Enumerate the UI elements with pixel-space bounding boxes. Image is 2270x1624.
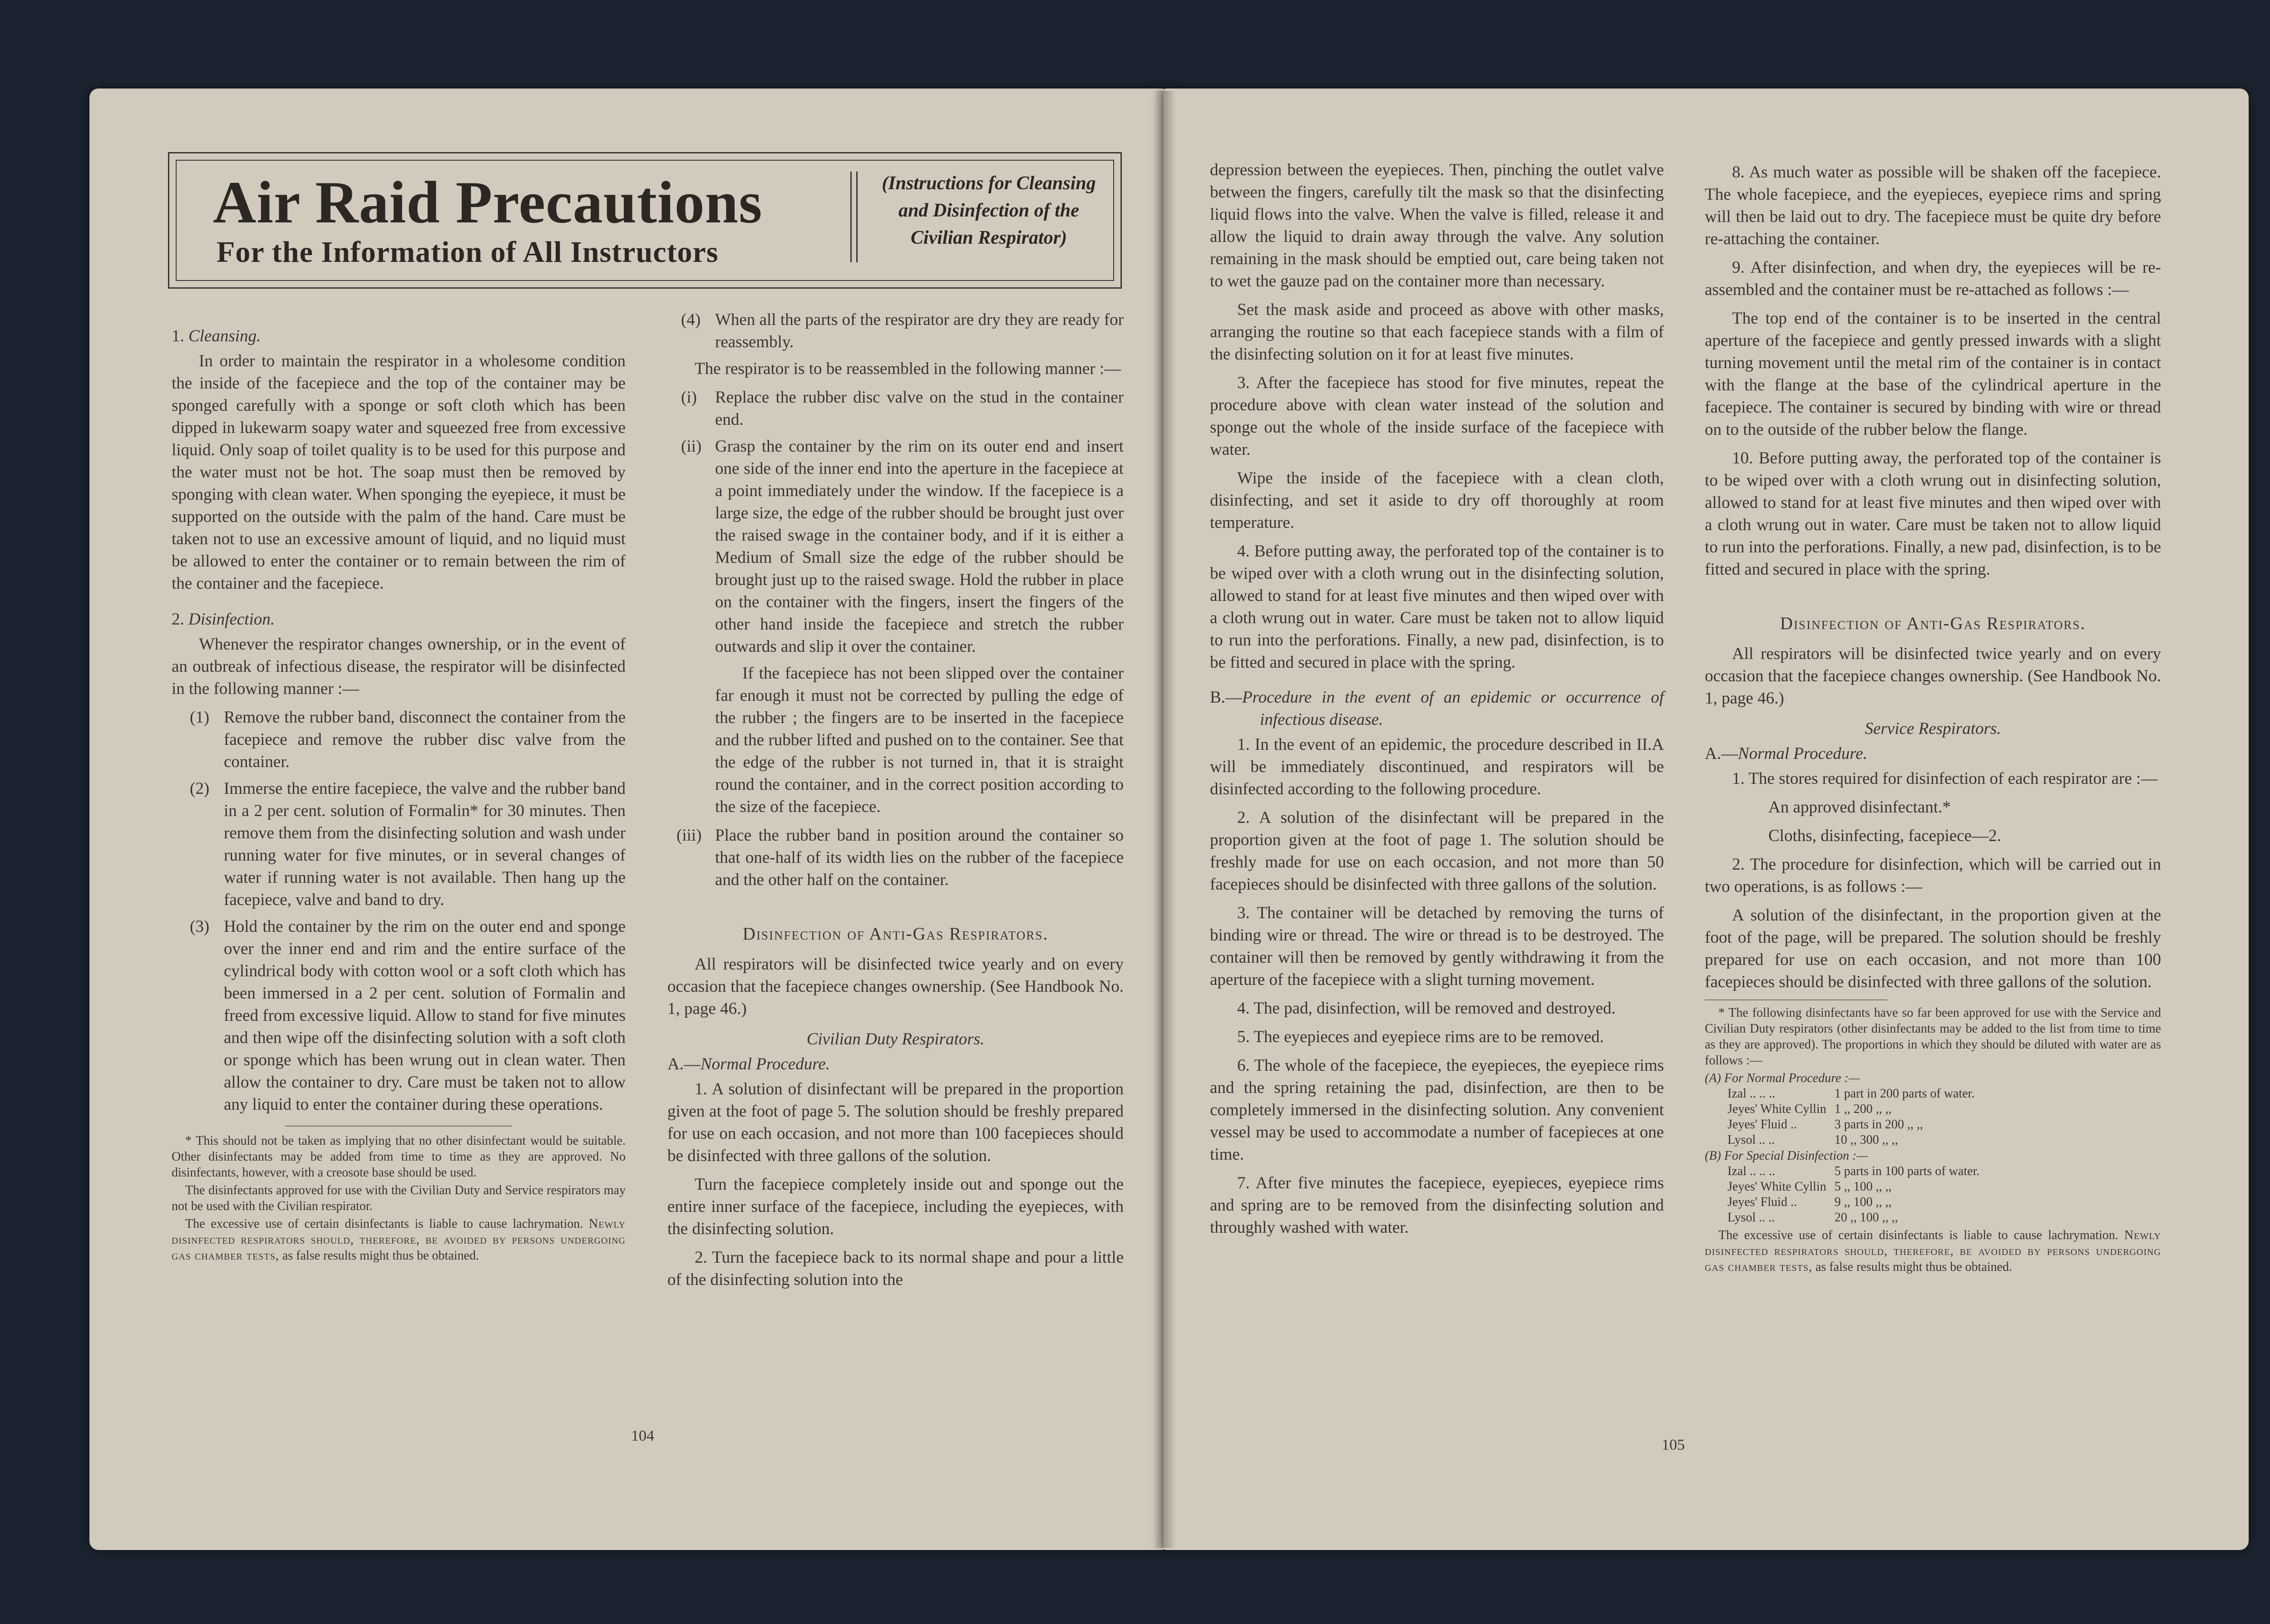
paragraph: In order to maintain the respirator in a wholesome condition the inside of the facepiece and the top of the container may be sponged carefully with a sponge or soft cloth which has been dipped in lukewarm soapy water and squeezed free from excessive liquid. Only soap of toilet quality is to be used for this purpose and the water must not be hot. The soap must then be removed by sponging with clean water. When sponging the eyepiece, it must be supported on the outside with the palm of the hand. Care must be taken not to use an excessive amount of liquid, and no liquid must be allowed to enter the container or to remain between the rim of the container and the facepiece. [172,352,626,593]
paragraph: 3. After the facepiece has stood for five minutes, repeat the procedure above with clean water instead of the solution and sponge out the whole of the inside surface of the facepiece with water. [1210,374,1664,459]
table-row: Jeyes' Fluid .. 9 ,, 100 ,, ,, [1727,1195,1892,1209]
subheading-normal-procedure: A.—Normal Procedure. [1705,744,1867,763]
section-heading-disinfection: 2. Disinfection. [172,610,275,629]
page-number-left: 104 [631,1427,654,1444]
list-item: (2) Immerse the entire facepiece, the valve and the rubber band in a 2 per cent. solution of Formalin* for 30 minutes. Then remove them from the disinfecting solution and wash under running water for five minutes, or in several changes of water if running water is not available. Then hang up the facepiece, valve and band to dry. [190,779,626,909]
section-heading-disinfection-anti-gas: Disinfection of Anti-Gas Respirators. [1780,614,2086,633]
right-col-1 [1210,159,1664,1245]
paragraph: The respirator is to be reassembled in the following manner :— [695,359,1121,378]
paragraph: 2. The procedure for disinfection, which will be carried out in two operations, is as follows :— [1705,855,2161,896]
paragraph: depression between the eyepieces. Then, pinching the outlet valve between the fingers, carefully tilt the mask so that the disinfecting liquid flows into the valve. When the valve is filled, release it and allow the liquid to drain away through the valve. Any solution remaining in the mask should be emptied out, care being taken not to wet the gauze pad on the container more than necessary. [1210,161,1664,290]
paragraph: Set the mask aside and proceed as above with other masks, arranging the routine so that each facepiece stands with a film of the disinfecting solution on it for at least five minutes. [1210,300,1664,364]
footnote-rule [1705,999,1887,1000]
subheading-service-respirators: Service Respirators. [1865,719,2001,738]
subheading-epidemic-procedure: B.—Procedure in the event of an epidemic or occurrence of infectious disease. [1210,688,1664,729]
paragraph: Turn the facepiece completely inside out and sponge out the entire inner surface of the facepiece, including the eyepieces, with the disinfecting solution. [667,1175,1124,1238]
table-row: Jeyes' Fluid .. 3 parts in 200 ,, ,, [1727,1117,1923,1132]
paragraph: 3. The container will be detached by removing the turns of binding wire or thread. The wire or thread is to be destroyed. The container will then be removed by gently withdrawing it from the aperture of the facepiece with a slight turning movement. [1210,904,1664,989]
paragraph: 1. The stores required for disinfection of each respirator are :— [1732,769,2158,788]
table-row: Izal .. .. .. 5 parts in 100 parts of water. [1727,1164,1980,1178]
store-item: Cloths, disinfecting, facepiece—2. [1768,827,2001,845]
page-subtitle: For the Information of All Instructors [217,236,719,269]
table-row: Lysol .. .. 10 ,, 300 ,, ,, [1727,1133,1898,1147]
list-item: (i) Replace the rubber disc valve on the stud in the container end. [681,388,1124,429]
paragraph: 10. Before putting away, the perforated top of the container is to be wiped over with a cloth wrung out in disinfecting solution, allowed to stand for at least five minutes and then wiped over with a cloth wrung out in water. Care must be taken not to allow liquid to run into the perforations. Finally, a new pad, disinfection, is to be fitted and secured in place with the spring. [1705,449,2161,579]
paragraph: 2. Turn the facepiece back to its normal shape and pour a little of the disinfecting solution into the [667,1248,1124,1289]
list-item: (iii) Place the rubber band in position around the container so that one-half of its width lies on the rubber of the facepiece and the other half on the container. [676,826,1124,889]
disinfectant-table-normal [1727,1086,1983,1148]
paragraph: 2. A solution of the disinfectant will be prepared in the proportion given at the foot of page 1. The solution should be freshly made for use on each occasion, and not more than 50 facepieces should be disinfected with three gallons of the solution. [1210,808,1664,894]
paragraph: 9. After disinfection, and when dry, the eyepieces will be re-assembled and the container must be re-attached as follows :— [1705,258,2161,299]
list-item: (ii) Grasp the container by the rim on its outer end and insert one side of the inner end into the aperture in the facepiece at a point immediately under the window. If the facepiece is a large size, the edge of the rubber should be brought just over the raised swage in the container body, and if it is either a Medium of Small size the edge of the rubber should be brought just up to the raised swage. Hold the rubber in place on the container with the fingers, insert the fingers of the other hand inside the facepiece and stretch the rubber outwards and slip it over the container. [681,437,1124,656]
header-side-caption: (Instructions for Cleansing and Disinfection of the Civilian Respirator) [882,173,1096,248]
table-row: Jeyes' White Cyllin 5 ,, 100 ,, ,, [1727,1180,1892,1194]
paragraph: All respirators will be disinfected twice yearly and on every occasion that the facepiece changes ownership. (See Handbook No. 1, page 46.) [1705,645,2161,708]
table-row: Lysol .. .. 20 ,, 100 ,, ,, [1727,1211,1898,1225]
paragraph: A solution of the disinfectant, in the proportion given at the foot of the page, will be prepared. The solution should be freshly prepared for use on each occasion, and not more than 100 facepieces should be disinfected with three gallons of the solution. [1705,906,2161,991]
disinfectant-table-special [1727,1164,1988,1225]
paragraph: The top end of the container is to be inserted in the central aperture of the facepiece and gently pressed inwards with a slight turning movement until the metal rim of the container is in contact with the flange at the base of the cylindrical aperture in the facepiece. The container is secured by binding with wire or thread on to the outside of the rubber below the flange. [1705,309,2161,439]
footnote: * The following disinfectants have so far been approved for use with the Service and Civilian Duty respirators (other disinfectants may be added to the list from time to time as they are approved). The proportions in which they should be diluted with water are as follows :— (A) For Normal Procedure :— Izal .. .. .. 1 part in 200 parts of water. Jeyes' White Cyllin 1 ,, 200 ,, ,, Jeyes' Fluid .. 3 parts in 200 ,, ,, Lysol .. .. 10 ,, 300 ,, ,, (B) For Special Disinfection :— Izal .. .. .. 5 parts in 100 parts of water. Jeyes' White Cyllin 5 ,, 100 ,, ,, Jeyes' Fluid .. 9 ,, 100 ,, ,, Lysol .. .. 20 ,, 100 ,, ,, The excessive use of certain disinfectants is liable to cause lachrymation. Newly disinfected respirators should, therefore, be avoided by persons undergoing gas chamber tests, as false results might thus be obtained. [1705,1006,2161,1274]
section-heading-cleansing: 1. Cleansing. [172,327,261,345]
table-row: Jeyes' White Cyllin 1 ,, 200 ,, ,, [1727,1102,1892,1116]
paragraph: 1. In the event of an epidemic, the procedure described in II.A will be immediately discontinued, and respirators will be disinfected according to the following procedure. [1210,735,1664,798]
book-gutter [1153,91,1176,1548]
page-title: Air Raid Precautions [213,169,763,236]
left-col-1 [172,313,626,1265]
list-item: (1) Remove the rubber band, disconnect the container from the facepiece and remove the rubber disc valve from the container. [190,708,626,771]
section-heading-disinfection-anti-gas: Disinfection of Anti-Gas Respirators. [742,924,1049,944]
list-item: (3) Hold the container by the rim on the outer end and sponge over the inner end and rim and the entire surface of the cylindrical body with cotton wool or a soft cloth which has been immersed in a 2 per cent. solution of Formalin and freed from excessive liquid. Allow to stand for five minutes and then wipe off the disinfecting solution with a soft cloth or sponge which has been wrung out in clean water. Then allow the container to dry. Care must be taken not to allow any liquid to enter the container during these operations. [190,917,626,1114]
page-number-right: 105 [1662,1437,1685,1453]
list-item: (4) When all the parts of the respirator are dry they are ready for reassembly. [681,310,1124,351]
paragraph: 6. The whole of the facepiece, the eyepieces, the eyepiece rims and the spring retaining the pad, disinfection, are then to be completely immersed in the disinfecting solution. Any convenient vessel may be used to accommodate a number of facepieces at one time. [1210,1056,1664,1164]
left-col-2 [667,309,1124,1297]
header-box [168,152,1122,289]
table-row: Izal .. .. .. 1 part in 200 parts of water. [1727,1087,1975,1101]
paragraph: 1. A solution of disinfectant will be prepared in the proportion given at the foot of page 5. The solution should be freshly prepared for use on each occasion, and not more than 100 facepieces should be disinfected with three gallons of the solution. [667,1080,1124,1165]
right-col-2 [1705,161,2161,1277]
footnote-rule [285,1126,512,1127]
paragraph: Wipe the inside of the facepiece with a clean cloth, disinfecting, and set it aside to dry off thoroughly at room temperature. [1210,469,1664,532]
paragraph: All respirators will be disinfected twice yearly and on every occasion that the facepiece changes ownership. (See Handbook No. 1, page 46.) [667,955,1124,1018]
paragraph: If the facepiece has not been slipped over the container far enough it must not be corrected by pulling the edge of the rubber ; the fingers are to be inserted in the facepiece and the rubber lifted and pushed on to the container. See that the edge of the rubber is not turned in, that it is straight round the container, and in the correct position according to the size of the facepiece. [715,664,1124,816]
store-item: An approved disinfectant.* [1768,798,1951,817]
paragraph: 5. The eyepieces and eyepiece rims are to be removed. [1237,1028,1604,1046]
paragraph: 4. The pad, disinfection, will be removed and destroyed. [1237,999,1616,1018]
paragraph: 7. After five minutes the facepiece, eyepieces, eyepiece rims and spring are to be removed from the disinfecting solution and throughly washed with water. [1210,1174,1664,1237]
paragraph: 4. Before putting away, the perforated top of the container is to be wiped over with a cloth wrung out in the disinfecting solution, allowed to stand for at least five minutes and then wiped over with a cloth wrung out in water. Care must be taken not to allow liquid to run into the perforations. Finally, a new pad, disinfection, is to be fitted and secured in place with the spring. [1210,542,1664,672]
paragraph: 8. As much water as possible will be shaken off the facepiece. The whole facepiece, and the eyepieces, eyepiece rims and spring will then be laid out to dry. The facepiece must be quite dry before re-attaching the container. [1705,163,2161,248]
paragraph: Whenever the respirator changes ownership, or in the event of an outbreak of infectious disease, the respirator will be disinfected in the following manner :— [172,635,626,698]
footnote: * This should not be taken as implying that no other disinfectant would be suitable. Other disinfectants may be added from time to time as they are approved. No disinfectants, however, with a creosote base should be used. The disinfectants approved for use with the Civilian Duty and Service respirators may not be used with the Civilian respirator. The excessive use of certain disinfectants is liable to cause lachrymation. Newly disinfected respirators should, therefore, be avoided by persons undergoing gas chamber tests, as false results might thus be obtained. [172,1134,626,1263]
subheading-civilian-duty: Civilian Duty Respirators. [806,1030,985,1048]
header-divider [850,172,858,262]
subheading-normal-procedure: A.—Normal Procedure. [667,1055,830,1073]
